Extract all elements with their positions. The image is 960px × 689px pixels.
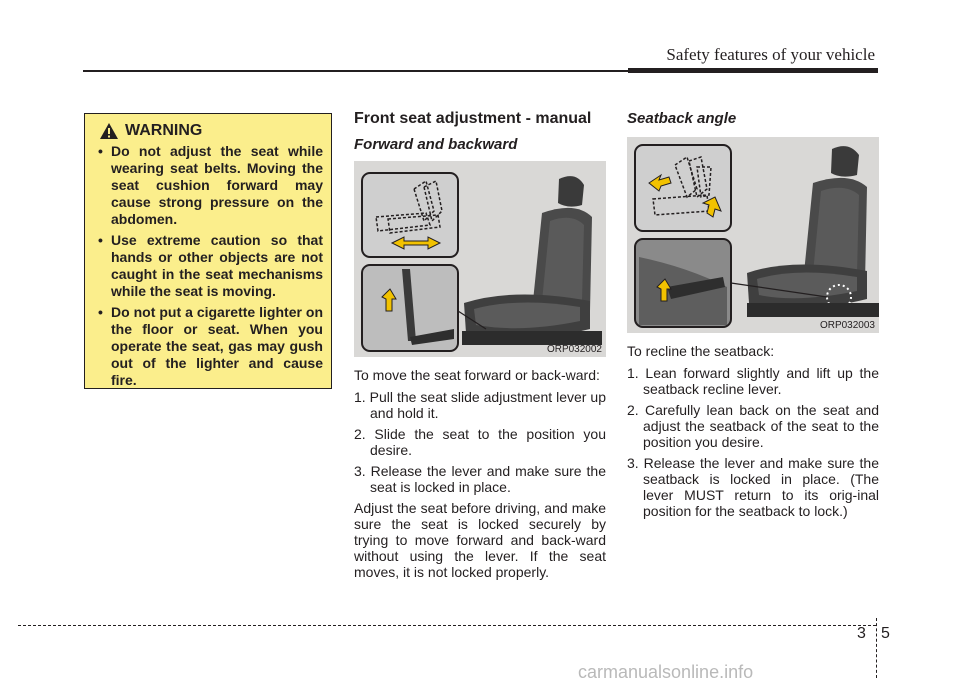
seatback-intro: To recline the seatback: [627, 343, 775, 359]
forward-backward-title: Forward and backward [354, 136, 518, 153]
slide-inset [362, 173, 458, 257]
seatback-steps [627, 365, 879, 519]
warning-triangle-icon [99, 122, 119, 140]
chapter-number: 3 [857, 625, 866, 642]
step-item: 3. Release the lever and make sure the seat is locked in place. [354, 463, 606, 495]
page-number: 5 [881, 625, 890, 642]
warning-item: • Do not adjust the seat while wearing seat belts. Moving the seat cushion forward may cause strong pressure on the abdomen. [93, 143, 323, 228]
step-item: 3. Release the lever and make sure the seatback is locked in place. (The lever MUST return to its orig-inal position for the seatback to lock.) [627, 455, 879, 519]
section-title: Front seat adjustment - manual [354, 110, 592, 127]
step-item: 2. Carefully lean back on the seat and adjust the seatback of the seat to the position you desire. [627, 402, 879, 450]
forward-note: Adjust the seat before driving, and make sure the seat is locked securely by trying to move forward and back-ward without using the lever. If the seat moves, it is not locked properly. [354, 500, 606, 580]
step-item: 2. Slide the seat to the position you desire. [354, 426, 606, 458]
forward-backward-column [354, 110, 606, 580]
page-number-divider [876, 618, 878, 678]
step-item: 1. Pull the seat slide adjustment lever up and hold it. [354, 389, 606, 421]
seatback-figure [627, 137, 879, 333]
recline-inset [635, 145, 731, 231]
warning-header [99, 122, 323, 140]
seatback-title: Seatback angle [627, 110, 737, 127]
warning-item: • Do not put a cigarette lighter on the floor or seat. When you operate the seat, gas may gush out of the lighter and cause fire. [93, 304, 323, 389]
warning-title: WARNING [125, 122, 203, 139]
seatback-illustration [627, 137, 879, 333]
forward-steps [354, 389, 606, 495]
warning-item: • Use extreme caution so that hands or other objects are not caught in the seat mechanisms while the seat is moving. [93, 232, 323, 300]
header-rule-accent [628, 68, 878, 73]
figure-code: ORP032003 [819, 320, 875, 331]
seatback-column [627, 110, 879, 524]
footer-divider [18, 625, 876, 626]
forward-intro: To move the seat forward or back-ward: [354, 367, 600, 383]
seat-slide-illustration [354, 161, 606, 357]
seat-slide-figure [354, 161, 606, 357]
seat-image [462, 176, 602, 345]
header-title: Safety features of your vehicle [666, 45, 875, 64]
figure-code: ORP032002 [546, 344, 602, 355]
warning-list [93, 143, 323, 389]
watermark: carmanualsonline.info [578, 662, 754, 682]
warning-box [84, 113, 332, 389]
step-item: 1. Lean forward slightly and lift up the seatback recline lever. [627, 365, 879, 397]
seat-image [747, 146, 879, 317]
